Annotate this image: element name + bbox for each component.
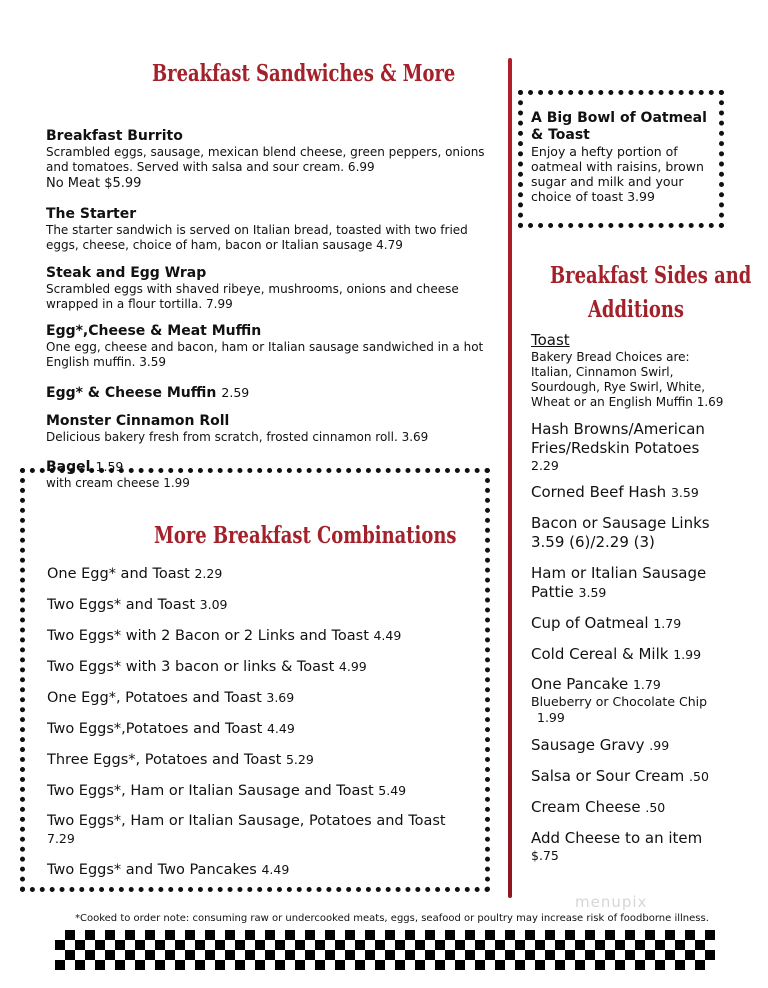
menu-item-steak-egg-wrap [46,265,496,312]
item-desc: Enjoy a hefty portion of oatmeal with raisins, brown sugar and milk and your choice of toast 3.99 [531,144,704,204]
combo-item: One Egg*, Potatoes and Toast 3.69 [47,690,295,706]
watermark: menupix [575,893,648,911]
combo-item: Two Eggs*, Ham or Italian Sausage and Toast 5.49 [47,783,407,799]
menu-item-egg-cheese-muffin [46,382,496,402]
side-item: Ham or Italian Sausage Pattie 3.59 [531,564,707,601]
combo-item: Two Eggs* with 2 Bacon or 2 Links and Toast 4.49 [47,628,402,644]
combinations-list [47,565,477,879]
side-item-pancake: One Pancake 1.79 Blueberry or Chocolate Chip 1.99 [531,675,708,725]
combo-item: Two Eggs* with 3 bacon or links & Toast 4.99 [47,659,367,675]
item-desc: Scrambled eggs with shaved ribeye, mushrooms, onions and cheese wrapped in a flour tortilla. 7.99 [46,282,459,311]
combo-item: Two Eggs*,Potatoes and Toast 4.49 [47,721,295,737]
sides-list [531,331,731,863]
item-price: 2.59 [221,385,250,400]
side-item: Salsa or Sour Cream .50 [531,767,709,785]
item-desc: Scrambled eggs, sausage, mexican blend cheese, green peppers, onions and tomatoes. Served with salsa and sour cream. 6.99 [46,145,485,174]
item-title: Monster Cinnamon Roll [46,413,230,429]
menu-item-monster-cinnamon-roll [46,413,496,445]
side-toast: Toast [531,331,570,349]
side-item: Sausage Gravy .99 [531,736,670,754]
side-item: Corned Beef Hash 3.59 [531,483,699,501]
section-heading-sides-line2: Additions [588,296,685,323]
item-title: Egg*,Cheese & Meat Muffin [46,323,262,339]
item-title: Bagel [46,459,91,475]
item-desc: The starter sandwich is served on Italian bread, toasted with two fried eggs, cheese, choice of ham, bacon or Italian sausage 4.79 [46,223,468,252]
section-heading-combinations: More Breakfast Combinations [154,522,457,549]
item-extra: No Meat $5.99 [46,176,142,191]
item-title: The Starter [46,206,137,222]
combo-item: One Egg* and Toast 2.29 [47,566,223,582]
item-desc: Delicious bakery fresh from scratch, frosted cinnamon roll. 3.69 [46,430,429,444]
item-title: Steak and Egg Wrap [46,265,207,281]
side-item: Bacon or Sausage Links 3.59 (6)/2.29 (3) [531,514,710,551]
item-title: Egg* & Cheese Muffin [46,385,217,401]
checkered-border [55,930,715,970]
item-price: 1.59 [95,459,124,474]
side-item: Add Cheese to an item $.75 [531,829,703,863]
combo-item: Two Eggs*, Ham or Italian Sausage, Potatoes and Toast 7.29 [47,813,446,846]
side-item: Cream Cheese .50 [531,798,666,816]
combo-item: Three Eggs*, Potatoes and Toast 5.29 [47,752,314,768]
menu-item-breakfast-burrito [46,128,496,191]
menu-item-oatmeal [531,110,716,204]
item-title: Breakfast Burrito [46,128,183,144]
combo-item: Two Eggs* and Two Pancakes 4.49 [47,862,290,878]
side-item: Cold Cereal & Milk 1.99 [531,645,702,663]
combo-item: Two Eggs* and Toast 3.09 [47,597,228,613]
side-toast-desc: Bakery Bread Choices are: Italian, Cinnamon Swirl, Sourdough, Rye Swirl, White, Wheat or an English Muffin 1.69 [531,350,724,409]
footer-note: *Cooked to order note: consuming raw or undercooked meats, eggs, seafood or poultry may increase risk of foodborne illness. [75,913,709,924]
item-desc: with cream cheese 1.99 [46,476,190,490]
menu-item-the-starter [46,206,496,253]
section-heading-sandwiches: Breakfast Sandwiches & More [152,60,456,87]
column-divider [508,58,512,898]
menu-item-egg-cheese-meat-muffin [46,323,496,370]
side-item: Hash Browns/American Fries/Redskin Potatoes 2.29 [531,420,705,473]
item-desc: One egg, cheese and bacon, ham or Italian sausage sandwiched in a hot English muffin. 3.59 [46,340,484,369]
item-title: A Big Bowl of Oatmeal & Toast [531,110,707,143]
section-heading-sides: Breakfast Sides and [550,262,752,289]
side-item: Cup of Oatmeal 1.79 [531,614,682,632]
